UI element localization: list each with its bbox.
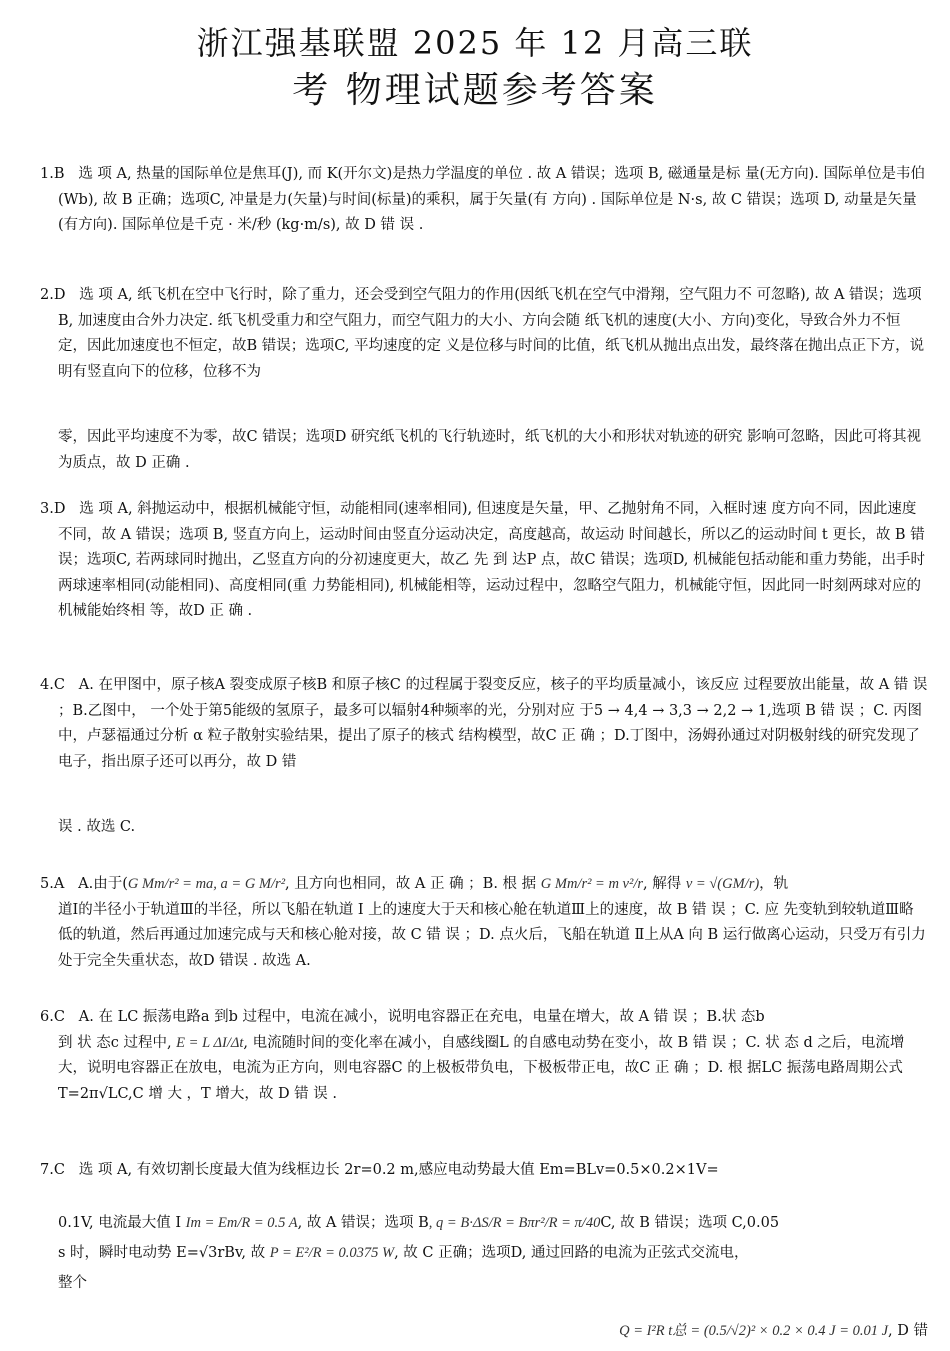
formula: v = √(GM/r): [685, 876, 760, 892]
answer-text: C, 故 B 错误；选项 C,0.05: [600, 1215, 780, 1231]
formula: Q = I²R t总 = (0.5/√2)² × 0.2 × 0.4 J = 0.01 J: [619, 1323, 889, 1339]
answer-7: [40, 1158, 928, 1184]
answer-text: 到 状 态c 过程中,: [58, 1034, 172, 1051]
answer-text: , 故 A 错误；选项 B: [297, 1215, 429, 1231]
formula: G Mm/r² = ma, a = G M/r²: [127, 876, 286, 892]
answer-text: 零，因此平均速度不为零，故C 错误；选项D 研究纸飞机的飞行轨迹时，纸飞机的大小和形状对轨迹的研究 影响可忽略，因此可将其视为质点，故 D 正确 .: [58, 429, 922, 471]
formula: , q = B·ΔS/R = Bπr²/R = π/40: [428, 1215, 601, 1231]
answer-number: 4.C: [40, 677, 65, 693]
answer-text: 选 项 A, 斜抛运动中，根据机械能守恒，动能相同(速率相同), 但速度是矢量，甲、乙抛射角不同，入框时速 度方向不同，因此速度不同，故 A 错误；选项 B, 竖直方向上，运动时间由竖直分运动决定，高度越高，故运动 时间越长，所以乙的运动时间 t 更长，故 B 错误；选项C, 若两球同时抛出，乙竖直方向的分初速度更大，故乙 先 到 达P 点，故C 错误；选项D, 机械能包括动能和重力势能，出手时两球速率相同(动能相同)、高度相同(重 力势能相同), 机械能相等，运动过程中，忽略空气阻力，机械能守恒，因此同一时刻两球对应的机械能始终相 等，故D 正 确 .: [58, 501, 926, 619]
answer-number: 5.A: [40, 876, 65, 892]
answer-1: [40, 162, 928, 239]
page-title-line-1: 浙江强基联盟 2025 年 12 月高三联: [196, 24, 754, 62]
answer-text: A.由于(: [78, 876, 128, 892]
answer-text: 误 . 故选 C.: [58, 819, 136, 835]
answer-number: 7.C: [40, 1162, 65, 1178]
page-title-line-2: 考 物理试题参考答案: [292, 70, 658, 111]
answer-number: 2.D: [40, 287, 66, 303]
answer-2: [40, 283, 928, 385]
formula: E = L ΔI/Δt: [176, 1034, 244, 1051]
answer-text: , 解得: [643, 876, 682, 892]
answer-text: , 电流随时间的变化率在减小，自感线圈L 的自感电动势在变小，故 B 错 误 ；C. 状 态 d 之后，电流增大，说明电容器正在放电，电流为正方向，则电容器C 的上极板带负电，下极板带正电，故C 正 确 ；D. 根 据LC 振荡电路周期公式 T=2π√LC,C 增 大 ，T 增大，故 D 错 误 .: [58, 1034, 905, 1102]
answer-number: 1.B: [40, 166, 65, 182]
formula: Im = Em/R = 0.5 A: [185, 1215, 298, 1231]
answer-text: s 时，瞬时电动势 E=√3rBv, 故: [58, 1245, 266, 1261]
answer-text: 选 项 A, 热量的国际单位是焦耳(J), 而 K(开尔文)是热力学温度的单位 . 故 A 错误；选项 B, 磁通量是标 量(无方向). 国际单位是韦伯(Wb), 故 B 正确；选项C, 冲量是力(矢量)与时间(标量)的乘积，属于矢量(有 方向) . 国际单位是 N·s, 故 C 错误；选项 D, 动量是矢量(有方向). 国际单位是千克 · 米/秒 (kg·m/s), 故 D 错 误 .: [58, 166, 925, 233]
answer-6: [40, 1005, 928, 1107]
answer-4: [40, 673, 928, 775]
formula: P = E²/R = 0.0375 W: [269, 1245, 395, 1261]
answer-text: 选 项 A, 有效切割长度最大值为线框边长 2r=0.2 m,感应电动势最大值 Em=BLv=0.5×0.2×1V=: [78, 1162, 719, 1178]
answer-text: A. 在 LC 振荡电路a 到b 过程中，电流在减小，说明电容器正在充电，电量在增大，故 A 错 误 ；B.状 态b: [78, 1009, 765, 1025]
answer-3: [40, 497, 928, 625]
answer-text: , 且方向也相同，故 A 正 确 ；B. 根 据: [285, 876, 537, 892]
answer-4-continued: [40, 815, 928, 841]
answer-text: 0.1V, 电流最大值 I: [58, 1215, 182, 1231]
answer-number: 3.D: [40, 501, 66, 517]
answer-text: , 故 C 正确；选项D, 通过回路的电流为正弦式交流电，: [394, 1245, 749, 1261]
answer-text: , D 错: [888, 1323, 928, 1339]
answer-text: 整个: [58, 1275, 87, 1291]
answer-7-continued: [40, 1208, 928, 1339]
answer-2-continued: [40, 425, 928, 476]
formula: G Mm/r² = m v²/r: [540, 876, 644, 892]
answer-text: A. 在甲图中，原子核A 裂变成原子核B 和原子核C 的过程属于裂变反应，核子的平均质量减小，该反应 过程要放出能量，故 A 错 误 ；B.乙图中， 一个处于第5能级的氢原子，最多可以辐射4种频率的光，分别对应 于5 → 4,4 → 3,3 → 2,2 → 1,选项 B 错 误 ；C. 丙图中，卢瑟福通过分析 α 粒子散射实验结果，提出了原子的核式 结构模型，故C 正 确 ；D.丁图中，汤姆孙通过对阴极射线的研究发现了电子，指出原子还可以再分，故 D 错: [58, 677, 928, 770]
answer-number: 6.C: [40, 1009, 65, 1025]
answer-text: ，轨: [759, 876, 789, 892]
answer-5: [40, 872, 928, 974]
answer-text: 道Ⅰ的半径小于轨道Ⅲ的半径，所以飞船在轨道 Ⅰ 上的速度大于天和核心舱在轨道Ⅲ上的速度，故 B 错 误 ；C. 应 先变轨到较轨道Ⅲ略低的轨道，然后再通过加速完成与天和核心舱对接，故 C 错 误 ；D. 点火后，飞船在轨道 Ⅱ上从A 向 B 运行做离心运动，只受万有引力处于完全失重状态，故D 错误 . 故选 A.: [58, 901, 926, 969]
answer-text: 选 项 A, 纸飞机在空中飞行时，除了重力，还会受到空气阻力的作用(因纸飞机在空气中滑翔，空气阻力不 可忽略), 故 A 错误；选项 B, 加速度由合外力决定. 纸飞机受重力和空气阻力，而空气阻力的大小、方向会随 纸飞机的速度(大小、方向)变化，导致合外力不恒定，因此加速度也不恒定，故B 错误；选项C, 平均速度的定 义是位移与时间的比值，纸飞机从抛出点出发，最终落在抛出点正下方，说明有竖直向下的位移，位移不为: [58, 287, 925, 380]
